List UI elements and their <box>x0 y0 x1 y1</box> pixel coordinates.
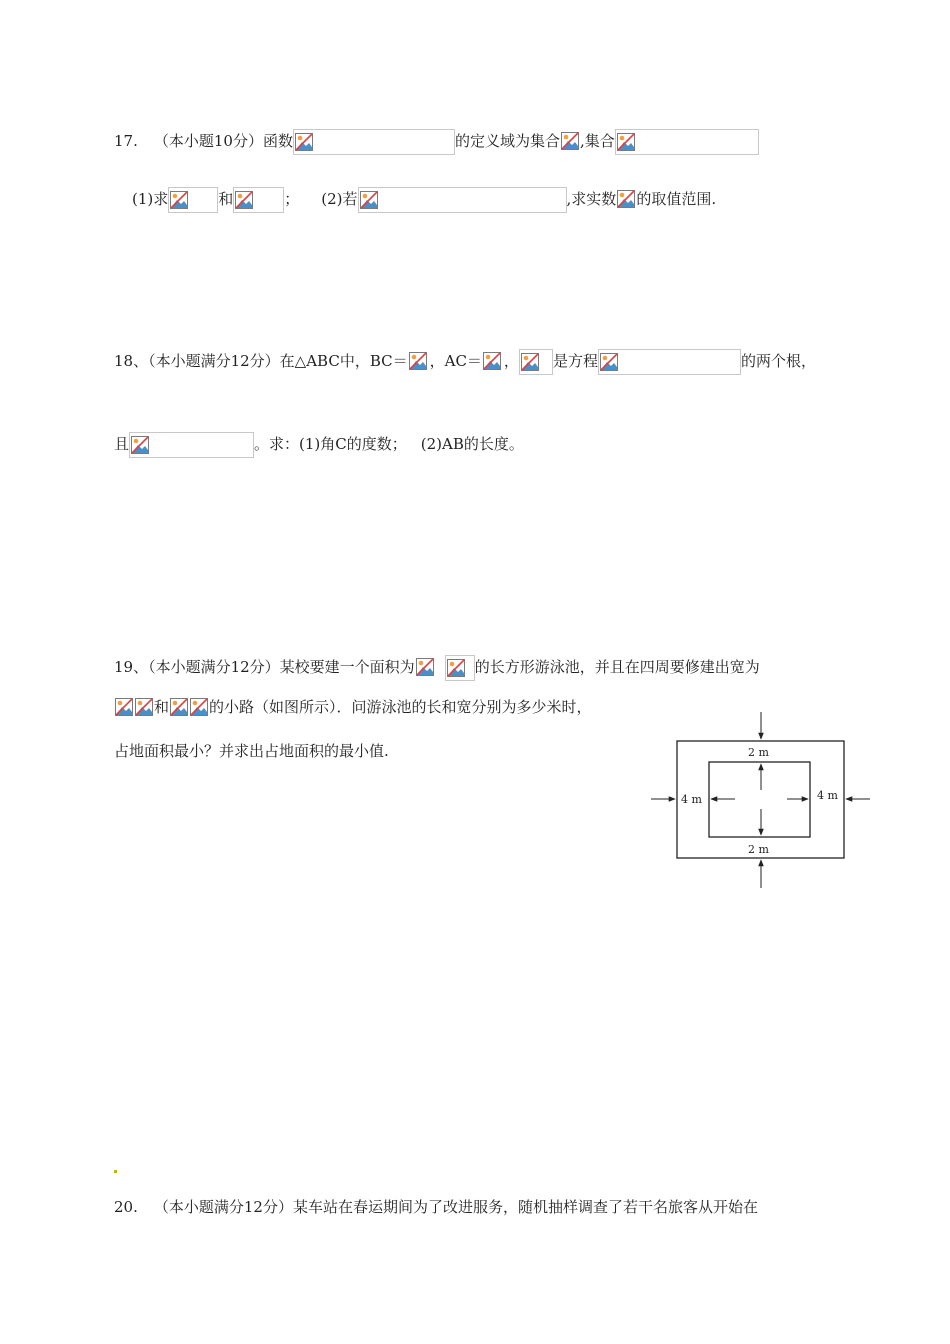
label-left: 4 m <box>681 793 702 806</box>
formula-image-area-value <box>415 655 445 681</box>
broken-image-icon <box>483 352 501 370</box>
broken-image-icon <box>135 698 153 716</box>
q18-text: ，AC＝ <box>429 352 482 370</box>
q17-text: ； <box>284 190 300 208</box>
formula-image-set-b <box>615 129 759 155</box>
formula-image-union <box>233 187 284 213</box>
q19-line3 <box>114 738 389 764</box>
broken-image-icon <box>561 132 579 150</box>
q17-text: ,集合 <box>579 132 615 150</box>
q19-line1 <box>114 654 760 680</box>
broken-image-icon <box>170 698 188 716</box>
broken-image-icon <box>295 133 313 151</box>
q19-text: 占地面积最小？并求出占地面积的最小值. <box>114 742 389 760</box>
broken-image-icon <box>131 436 149 454</box>
broken-image-icon <box>115 698 133 716</box>
stray-mark <box>114 1170 117 1173</box>
q19-text: 和 <box>154 698 170 716</box>
q17-part1: (1)求 <box>132 190 169 208</box>
broken-image-icon <box>600 353 618 371</box>
q17-part2: (2)若 <box>321 190 358 208</box>
formula-image-condition <box>358 187 567 213</box>
q20-text: （本小题满分12分）某车站在春运期间为了改进服务，随机抽样调查了若干名旅客从开始在 <box>153 1198 758 1216</box>
q19-line2 <box>114 694 592 720</box>
q18-text: 的两个根， <box>740 352 816 370</box>
q18-text: ， <box>503 352 519 370</box>
formula-image-set-a <box>560 129 580 155</box>
formula-image-unit-a <box>134 695 154 721</box>
q17-text: ,求实数 <box>566 190 617 208</box>
broken-image-icon <box>190 698 208 716</box>
q18-text: 。求：(1)角C的度数； <box>254 435 407 453</box>
broken-image-icon <box>235 191 253 209</box>
q20-number: 20. <box>114 1198 138 1216</box>
broken-image-icon <box>617 133 635 151</box>
broken-image-icon <box>447 659 465 677</box>
q17-stem: （本小题10分）函数 <box>153 132 293 150</box>
q17-line1 <box>114 128 759 154</box>
q18-stem: （本小题满分12分）在△ABC中，BC＝ <box>148 352 408 370</box>
formula-image-ac <box>482 349 504 375</box>
broken-image-icon <box>521 353 539 371</box>
label-right: 4 m <box>817 789 838 802</box>
formula-image-variable <box>616 187 636 213</box>
q19-stem: （本小题满分12分）某校要建一个面积为 <box>148 658 415 676</box>
label-bottom: 2 m <box>748 843 769 856</box>
pool-diagram <box>650 710 880 892</box>
broken-image-icon <box>170 191 188 209</box>
formula-image-intersection <box>168 187 218 213</box>
q18-text: 且 <box>114 435 130 453</box>
formula-image-equation <box>598 349 741 375</box>
broken-image-icon <box>360 191 378 209</box>
q17-text: 和 <box>218 190 234 208</box>
q19-number: 19、 <box>114 658 149 676</box>
q18-text: 是方程 <box>552 352 598 370</box>
q18-number: 18、 <box>114 352 149 370</box>
label-top: 2 m <box>748 746 769 759</box>
formula-image-width-a <box>114 695 134 721</box>
q17-line2 <box>132 186 716 212</box>
q18-line2 <box>114 431 524 457</box>
q17-number: 17. <box>114 132 138 150</box>
broken-image-icon <box>617 190 635 208</box>
q17-text: 的取值范围. <box>636 190 717 208</box>
formula-image-cos-condition <box>129 432 254 458</box>
q18-text: (2)AB的长度。 <box>420 435 524 453</box>
formula-image-unit-b <box>189 695 209 721</box>
q18-line1 <box>114 348 816 374</box>
q20-line1 <box>114 1194 758 1220</box>
q19-text: 的长方形游泳池，并且在四周要修建出宽为 <box>474 658 760 676</box>
formula-image-ab <box>519 349 553 375</box>
q19-text: 的小路（如图所示）．问游泳池的长和宽分别为多少米时， <box>209 698 592 716</box>
formula-image-bc <box>408 349 430 375</box>
formula-image-width-b <box>169 695 189 721</box>
broken-image-icon <box>409 352 427 370</box>
q17-text: 的定义域为集合 <box>454 132 560 150</box>
formula-image-function <box>293 129 455 155</box>
formula-image-area-unit <box>445 655 475 681</box>
broken-image-icon <box>416 658 434 676</box>
